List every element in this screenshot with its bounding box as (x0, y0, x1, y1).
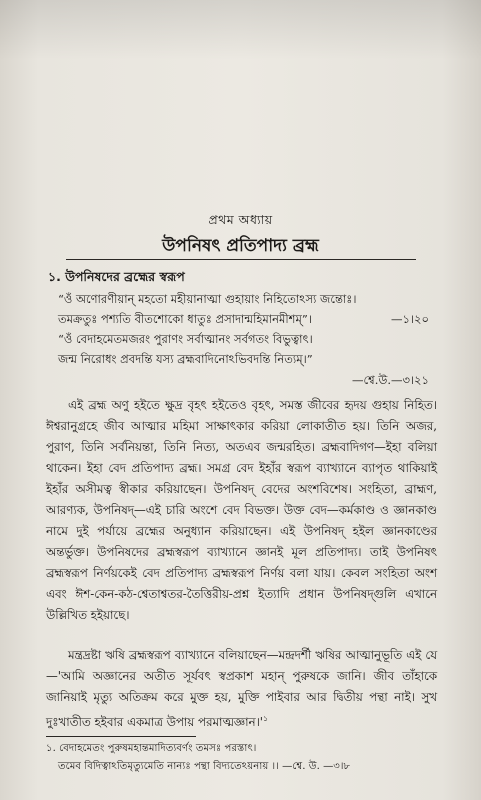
paragraph-1-text: এই ব্রহ্ম অণু হইতে ক্ষুদ্র বৃহৎ হইতেও বৃহৎ, সমস্ত জীবের হৃদয় গুহায় নিহিত। ঈশ্বরানুগ্রহে জীব আত্মার মহিমা সাক্ষাৎকার করিয়া লোকাতীত হয়। তিনি অজর, পুরাণ, তিনি সর্বনিয়ন্তা, তিনি নিত্য, অতএব জন্মরহিত। ব্রহ্মবাদিগণ—ইহা বলিয়া থাকেন। ইহা বেদ প্রতিপাদ্য ব্রহ্ম। সমগ্র বেদ ইহাঁর স্বরূপ ব্যাখ্যানে ব্যাপৃত থাকিয়াই ইহাঁর অসীমত্ব স্বীকার করিয়াছেন। উপনিষদ্ বেদের অংশবিশেষ। সংহিতা, ব্রাহ্মণ, আরণ্যক, উপনিষদ্—এই চারি অংশে বেদ বিভক্ত। উক্ত বেদ—কর্মকাণ্ড ও জ্ঞানকাণ্ড নামে দুই পর্যায়ে ব্রহ্মের অনুধ্যান করিয়াছেন। এই উপনিষদ্ হইল জ্ঞানকাণ্ডের অন্তর্ভুক্ত। উপনিষদের ব্রহ্মস্বরূপ ব্যাখ্যানে জ্ঞানই মূল প্রতিপাদ্য। তাই উপনিষৎ ব্রহ্মস্বরূপ নির্ণয়কেই বেদ প্রতিপাদ্য ব্রহ্মস্বরূপ নির্ণয় বলা যায়। কেবল সংহিতা অংশ এবং ঈশ-কেন-কঠ-শ্বেতাশ্বতর-তৈত্তিরীয়-প্রশ্ন ইত্যাদি প্রধান উপনিষদ্গুলি এখানে উল্লিখিত হইয়াছে। (46, 398, 437, 622)
footnote-line-1: ১. বেদাহমেতং পুরুষমহান্তমাদিত্যবর্ণং তমসঃ পরস্তাৎ। (46, 743, 257, 754)
quote-1-line-2: তমক্রতুঃ পশ্যতি বীতশোকো ধাতুঃ প্রসাদান্মহিমানমীশম্”। (58, 312, 312, 326)
chapter-title: উপনিষৎ প্রতিপাদ্য ব্রহ্ম (162, 236, 319, 256)
quote-1-reference: —১।২০ (390, 312, 429, 326)
quote-1-line-1: “ওঁ অণোরণীয়ান্ মহতো মহীয়ানাত্মা গুহায়াং নিহিতোঽস্য জন্তোঃ। (58, 292, 357, 306)
body-paragraph-2 (46, 645, 437, 733)
quote-2-line-1: “ওঁ বেদাহমেতমজরং পুরাণং সর্বাত্মানং সর্বগতং বিভুত্বাৎ। (58, 332, 313, 346)
chapter-label: প্রথম অধ্যায় (208, 212, 273, 227)
footnote-marker: ১ (263, 714, 269, 723)
body-paragraph-1 (46, 395, 437, 626)
footnote-line-2: তমেব বিদিত্বাঽতিমৃত্যুমেতি নান্যঃ পন্থা বিদ্যতেঽয়নায় ।। —শ্বে. উ. —৩।৮ (58, 761, 351, 772)
quote-2-reference: —শ্বে.উ.—৩।২১ (351, 373, 429, 387)
paragraph-2-text (46, 645, 437, 733)
section-heading: ১. উপনিষদের ব্রহ্মের স্বরূপ (48, 269, 185, 284)
page-top-shadow (0, 0, 481, 60)
quote-2-line-2: জন্ম নিরোধং প্রবদন্তি যস্য ব্রহ্মবাদিনোঽভিবদন্তি নিত্যম্।” (58, 352, 313, 366)
title-underline (66, 259, 416, 260)
paragraph-2-body: মন্ত্রদ্রষ্টা ঋষি ব্রহ্মস্বরূপ ব্যাখ্যানে বলিয়াছেন—মন্দ্রদর্শী ঋষির আত্মানুভূতি এই যে—'আমি অজ্ঞানের অতীত সূর্যবৎ স্বপ্রকাশ মহান্ পুরুষকে জানি। জীব তাঁহাকে জানিয়াই মৃত্যু অতিক্রম করে মুক্ত হয়, মুক্তি পাইবার আর দ্বিতীয় পন্থা নাই। সুখ দুঃখাতীত হইবার একমাত্র উপায় পরমাত্মজ্ঞান।' (46, 648, 437, 729)
footnote-separator (46, 736, 196, 737)
